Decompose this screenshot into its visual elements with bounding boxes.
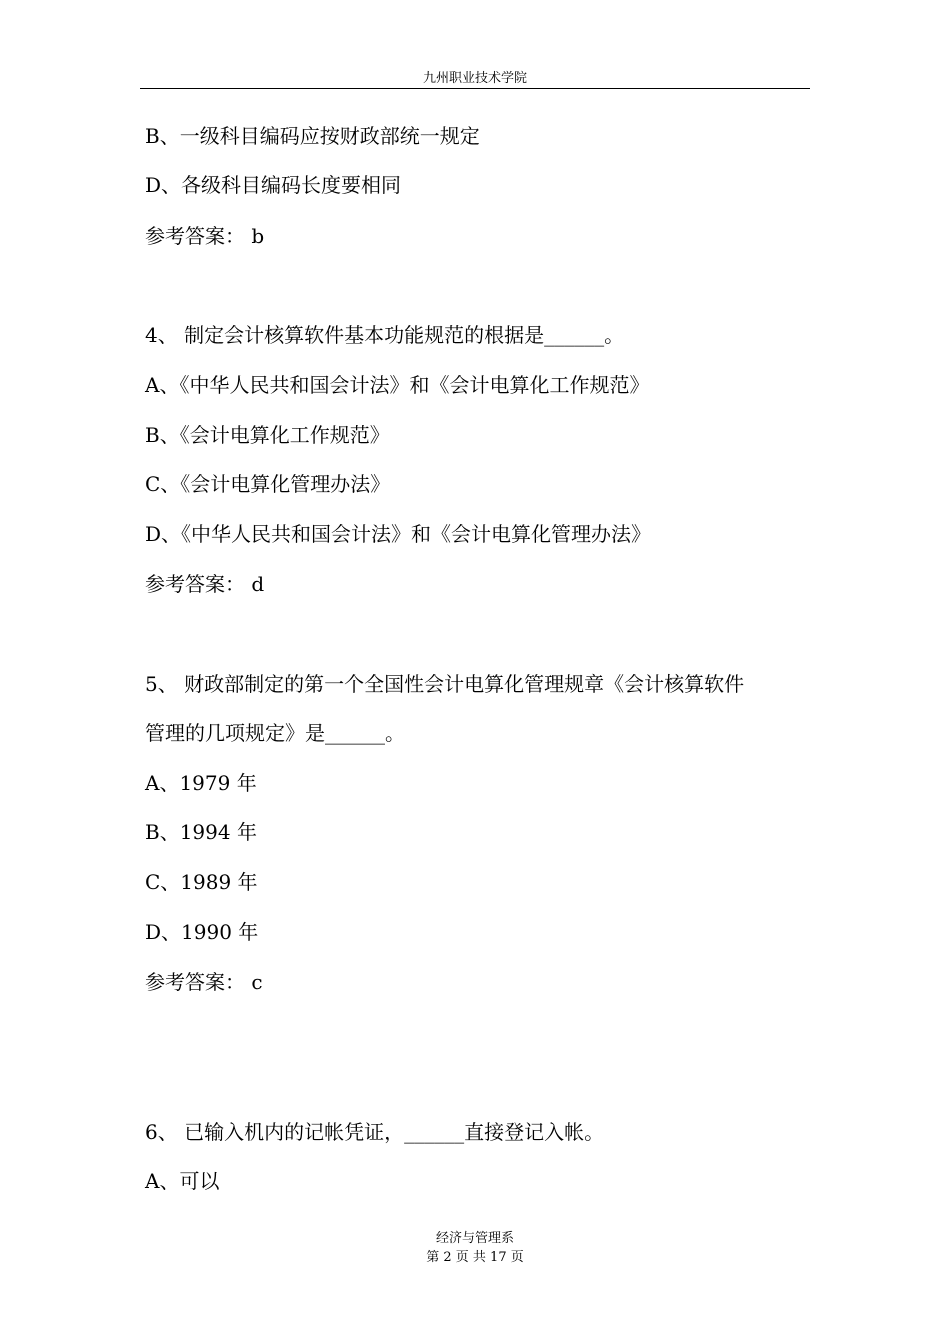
answer-line: 参考答案： d	[145, 572, 265, 596]
footer-department: 经济与管理系	[435, 1231, 514, 1246]
option-line: C、1989 年	[145, 870, 258, 894]
option-line: D、各级科目编码长度要相同	[145, 173, 402, 197]
question-line: 管理的几项规定》是______。	[145, 721, 405, 745]
option-line: D、1990 年	[145, 920, 259, 944]
option-line: D、《中华人民共和国会计法》和《会计电算化管理办法》	[145, 522, 652, 546]
option-line: B、一级科目编码应按财政部统一规定	[145, 124, 480, 148]
question-line: 5、 财政部制定的第一个全国性会计电算化管理规章《会计核算软件	[145, 672, 745, 696]
option-line: B、1994 年	[145, 820, 257, 844]
answer-line: 参考答案： b	[145, 224, 265, 248]
header-rule	[140, 88, 810, 89]
answer-line: 参考答案： c	[145, 970, 263, 994]
question-line: 6、 已输入机内的记帐凭证，______直接登记入帐。	[145, 1120, 605, 1144]
question-line: 4、 制定会计核算软件基本功能规范的根据是______。	[145, 323, 625, 347]
option-line: C、《会计电算化管理办法》	[145, 472, 391, 496]
option-line: A、《中华人民共和国会计法》和《会计电算化工作规范》	[145, 373, 650, 397]
option-line: A、可以	[145, 1169, 220, 1193]
header-title: 九州职业技术学院	[422, 71, 527, 86]
option-line: B、《会计电算化工作规范》	[145, 423, 390, 447]
footer-page-info: 第 2 页 共 17 页	[426, 1250, 524, 1265]
option-line: A、1979 年	[145, 771, 257, 795]
